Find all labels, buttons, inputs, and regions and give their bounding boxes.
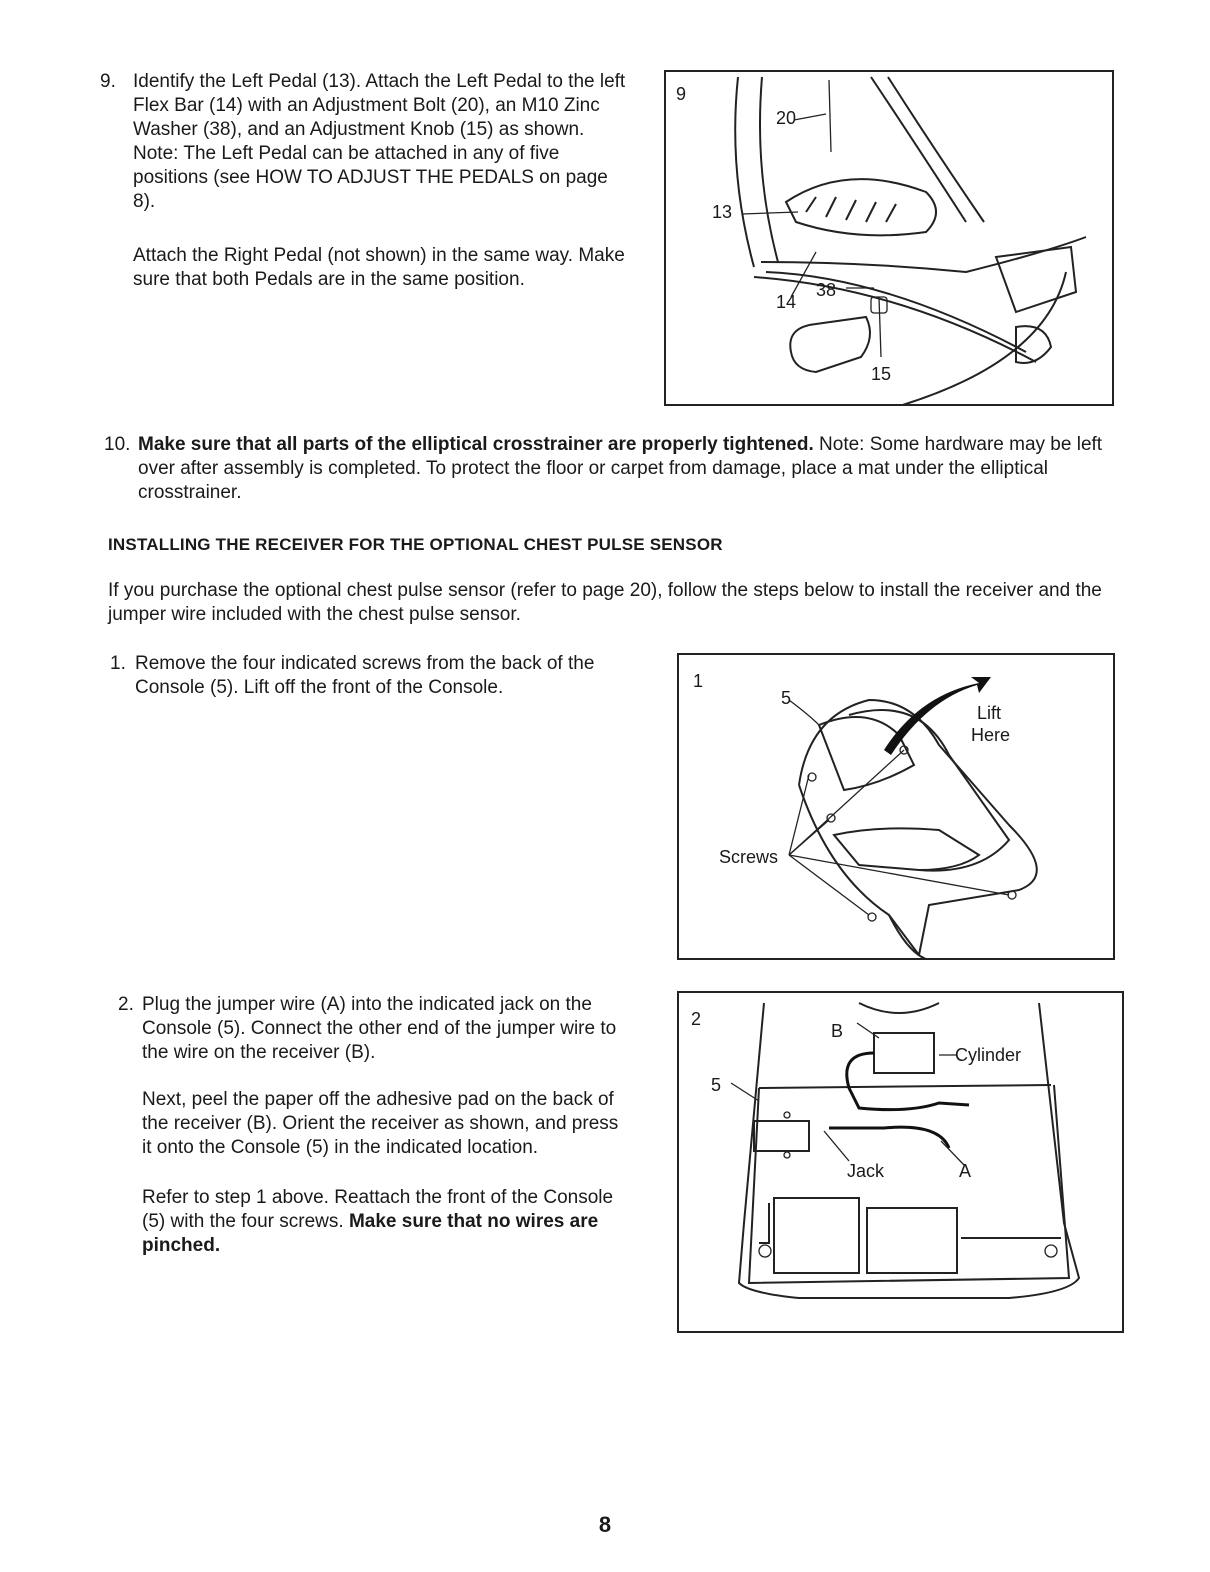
step-2-number: 2.: [118, 994, 134, 1015]
label-a: A: [959, 1161, 972, 1181]
figure-9: [664, 70, 1114, 406]
figure-1-number: 1: [693, 671, 704, 691]
step-2-reattach: [142, 1186, 632, 1258]
label-13: 13: [712, 202, 733, 222]
label-screws: Screws: [719, 847, 779, 867]
console-wiring-drawing: [679, 993, 1124, 1333]
step-9-note: Attach the Right Pedal (not shown) in the same way. Make sure that both Pedals are in the same position.: [133, 245, 625, 290]
section-intro: If you purchase the optional chest pulse sensor (refer to page 20), follow the steps below to install the receiver and the jumper wire included with the chest pulse sensor.: [108, 580, 1102, 625]
label-lift: Lift: [977, 703, 1002, 723]
label-b: B: [831, 1021, 844, 1041]
step-10-number: 10.: [104, 434, 131, 455]
step-9-text: Identify the Left Pedal (13). Attach the Left Pedal to the left Flex Bar (14) with an Adjustment Bolt (20), an M10 Zinc Washer (38), and an Adjustment Knob (15) as shown. Note: The Left Pedal can be attached in any of five positions (see HOW TO ADJUST THE PEDALS on page 8).: [133, 71, 626, 212]
step-10-rest: Note: Some hardware may be left over after assembly is completed. To protect the floor or carpet from damage, place a mat under the elliptical crosstrainer.: [138, 434, 1103, 503]
figure-2: [677, 991, 1124, 1333]
label-20: 20: [776, 108, 797, 128]
page-number: 8: [598, 1512, 612, 1537]
label-here: Here: [971, 725, 1011, 745]
label-14: 14: [776, 292, 797, 312]
step-10-text: [138, 433, 1103, 505]
step-1-text: Remove the four indicated screws from the back of the Console (5). Lift off the front of the Console.: [135, 653, 595, 698]
section-heading: INSTALLING THE RECEIVER FOR THE OPTIONAL CHEST PULSE SENSOR: [108, 535, 723, 554]
pedal-assembly-drawing: [666, 72, 1114, 406]
figure-9-number: 9: [676, 84, 687, 104]
label-38: 38: [816, 280, 837, 300]
step-2-reattach-normal: Refer to step 1 above. Reattach the front of the Console (5) with the four screws.: [142, 1187, 614, 1232]
label-15: 15: [871, 364, 892, 384]
label-5: 5: [781, 688, 792, 708]
step-9-number: 9.: [100, 71, 116, 92]
step-1-number: 1.: [110, 653, 126, 674]
step-10-bold: Make sure that all parts of the elliptical crosstrainer are properly tightened.: [138, 434, 814, 455]
label-cylinder: Cylinder: [955, 1045, 1022, 1065]
step-2-text: Plug the jumper wire (A) into the indicated jack on the Console (5). Connect the other end of the jumper wire to the wire on the receiver (B).: [142, 994, 617, 1063]
label-5: 5: [711, 1075, 722, 1095]
step-2-adhesive: Next, peel the paper off the adhesive pad on the back of the receiver (B). Orient the receiver as shown, and press it onto the Console (5) in the indicated location.: [142, 1089, 619, 1158]
step-2-reattach-bold: Make sure that no wires are pinched.: [142, 1211, 599, 1256]
label-jack: Jack: [847, 1161, 885, 1181]
console-screws-drawing: [679, 655, 1115, 960]
figure-1: [677, 653, 1115, 960]
figure-2-number: 2: [691, 1009, 702, 1029]
